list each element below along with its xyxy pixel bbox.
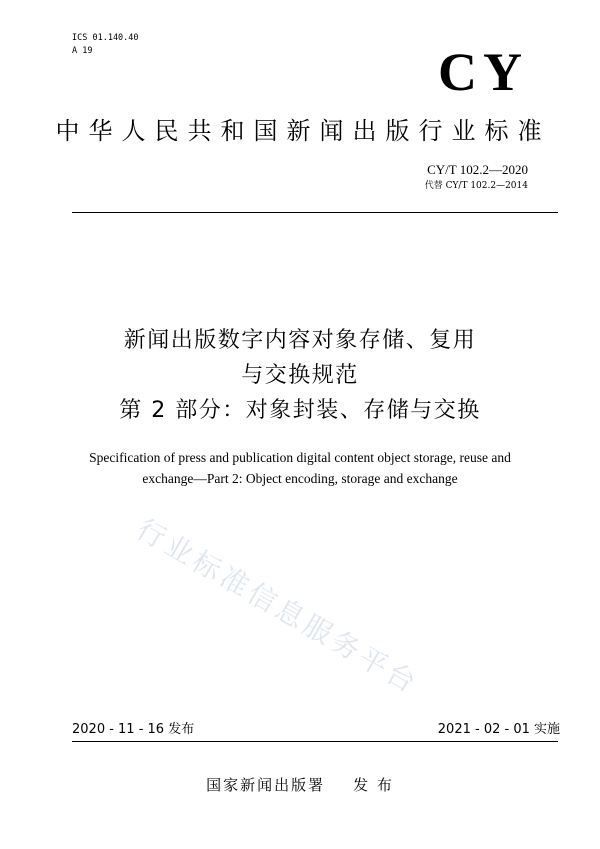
publisher-line: [0, 774, 600, 795]
title-zh-line1: 新闻出版数字内容对象存储、复用: [123, 328, 477, 353]
publish-label: 发 布: [353, 776, 394, 794]
watermark: 行业标准信息服务平台: [131, 512, 425, 701]
title-en-line2: exchange—Part 2: Object encoding, storage and exchange: [142, 471, 458, 486]
title-zh-line2: 与交换规范: [241, 363, 359, 388]
title-en-line1: Specification of press and publication digital content object storage, reuse and: [89, 450, 511, 465]
title-zh-line3: 第 2 部分：对象封装、存储与交换: [119, 398, 481, 423]
footer-divider: [72, 741, 558, 742]
ics-code: ICS 01.140.40: [72, 33, 139, 43]
implement-date: 2021 - 02 - 01 实施: [437, 722, 560, 737]
cy-logo: CY: [438, 42, 528, 102]
organization-title: 中华人民共和国新闻出版行业标准: [55, 117, 551, 145]
publisher-name: 国家新闻出版署: [206, 776, 326, 794]
replaces-standard: 代替 CY/T 102.2—2014: [424, 181, 528, 191]
standard-number: CY/T 102.2—2020: [427, 162, 528, 177]
classification-code: A 19: [72, 46, 93, 56]
release-date: 2020 - 11 - 16 发布: [72, 722, 195, 737]
header-divider: [72, 212, 558, 213]
